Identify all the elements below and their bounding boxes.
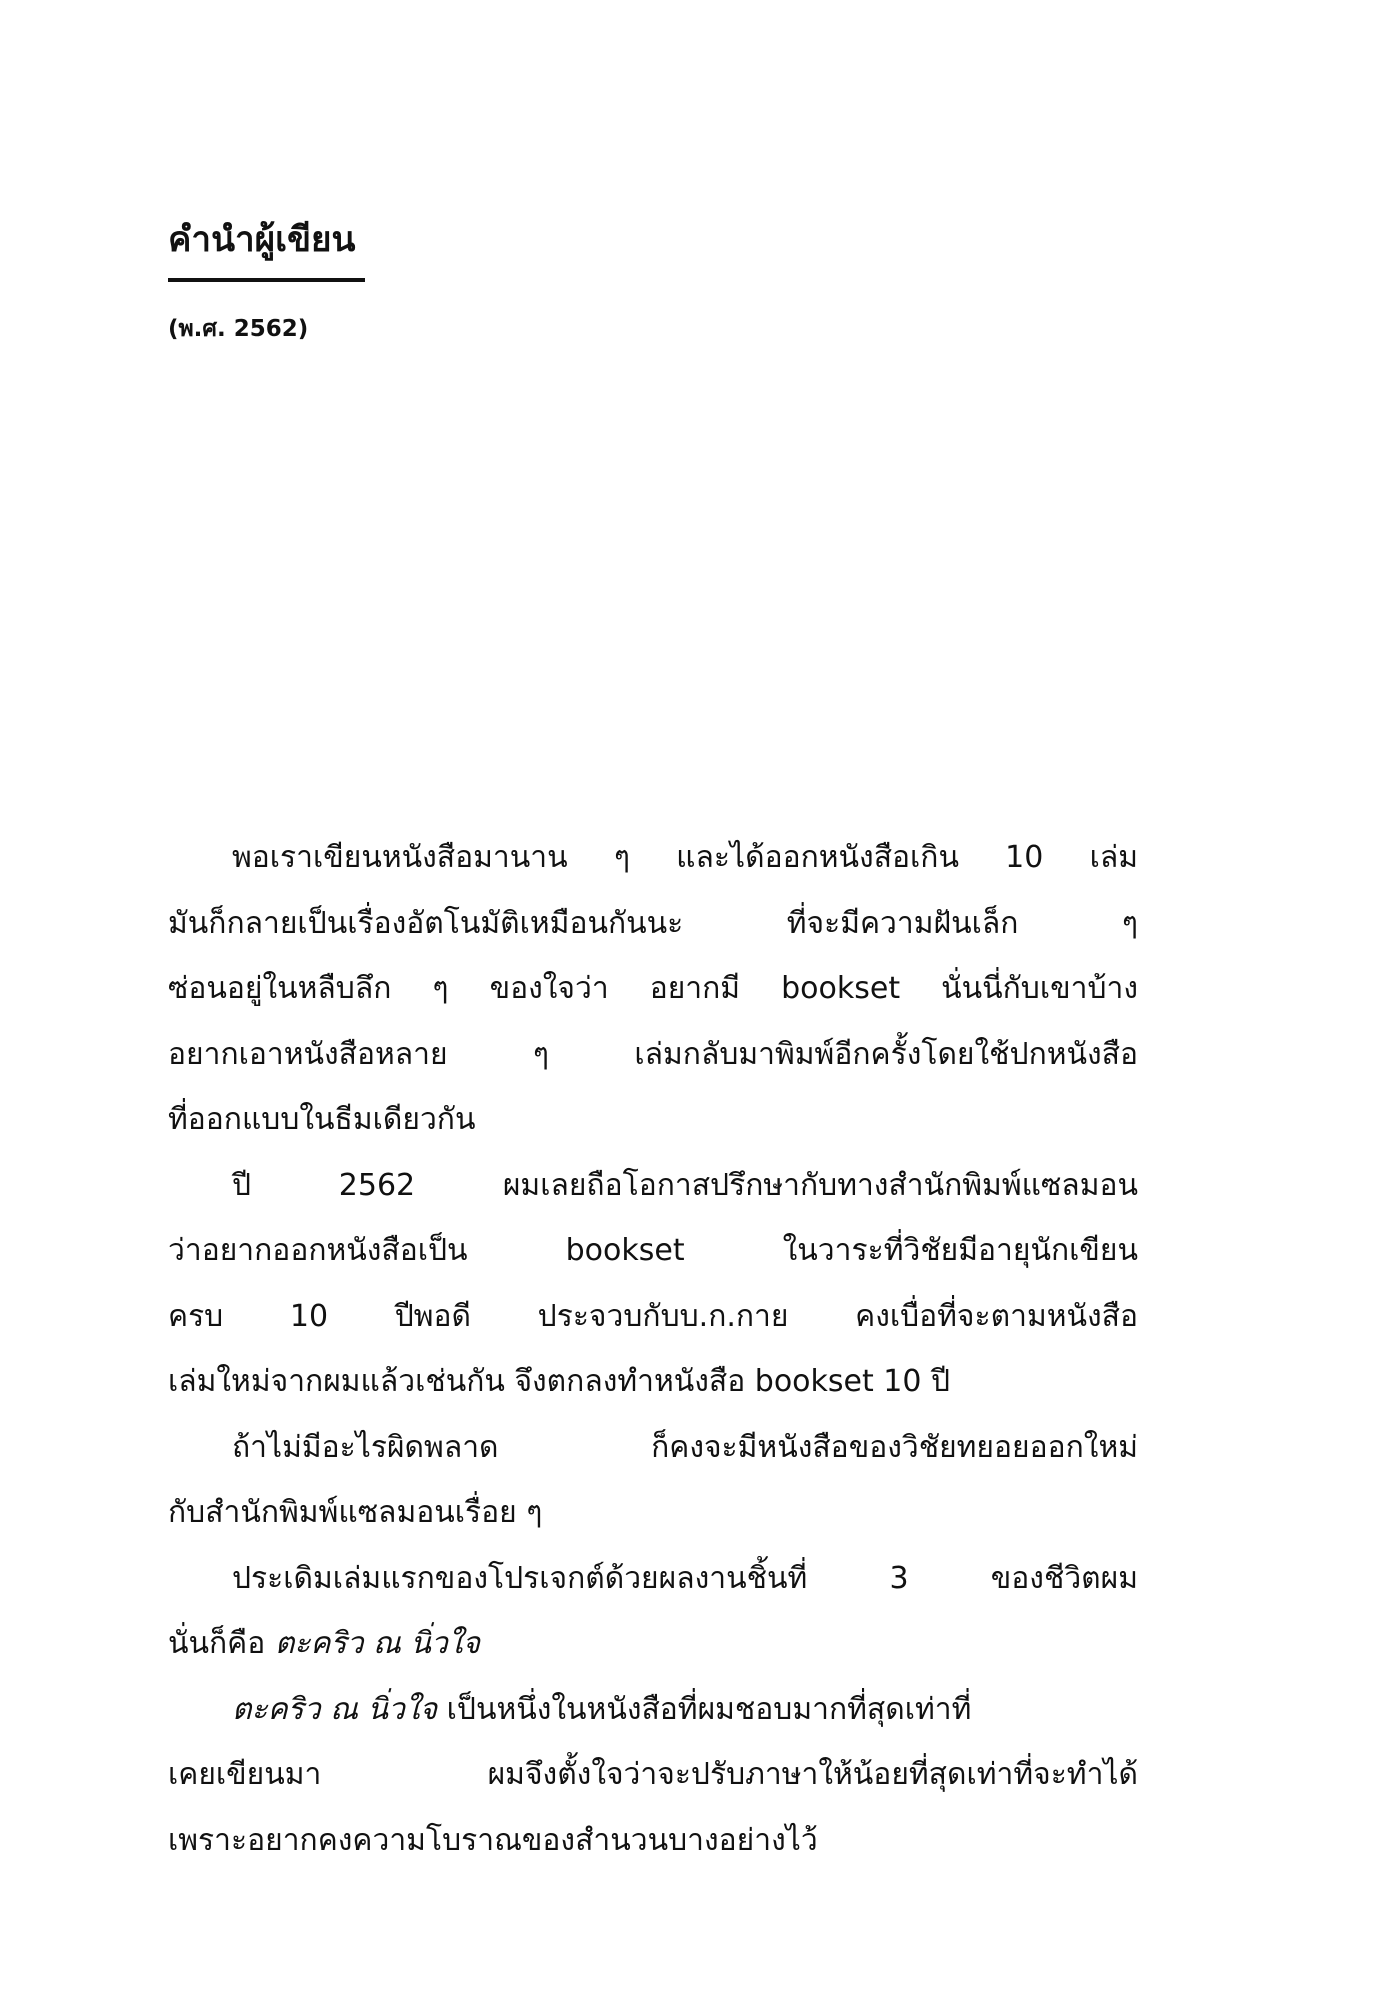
body-line: ถ้าไม่มีอะไรผิดพลาด ก็คงจะมีหนังสือของวิชัยทยอยออกใหม่	[232, 1429, 1138, 1465]
body-line: พอเราเขียนหนังสือมานาน ๆ และได้ออกหนังสือเกิน 10 เล่ม	[232, 840, 1138, 875]
book-title-italic: ตะคริว ณ นิ่วใจ	[274, 1626, 480, 1661]
body-line	[168, 1611, 1138, 1677]
book-title-italic: ตะคริว ณ นิ่วใจ	[232, 1691, 438, 1727]
body-line: ปี 2562 ผมเลยถือโอกาสปรึกษากับทางสำนักพิมพ์แซลมอน	[232, 1167, 1138, 1203]
body-line: ประเดิมเล่มแรกของโปรเจกต์ด้วยผลงานชิ้นที่ 3 ของชีวิตผม	[232, 1560, 1138, 1596]
body-line: เคยเขียนมา ผมจึงตั้งใจว่าจะปรับภาษาให้น้อยที่สุดเท่าที่จะทำได้	[168, 1757, 1138, 1792]
body-text	[168, 825, 1138, 1873]
body-text-run: นั่นก็คือ	[168, 1626, 275, 1661]
body-line: มันก็กลายเป็นเรื่องอัตโนมัติเหมือนกันนะ ที่จะมีความฝันเล็ก ๆ	[168, 905, 1138, 941]
year-subtitle: (พ.ศ. 2562)	[168, 316, 309, 342]
body-line	[168, 1677, 1138, 1743]
body-line: ว่าอยากออกหนังสือเป็น bookset ในวาระที่วิชัยมีอายุนักเขียน	[168, 1233, 1138, 1268]
body-line: ที่ออกแบบในธีมเดียวกัน	[168, 1102, 476, 1137]
body-text-run: เป็นหนึ่งในหนังสือที่ผมชอบมากที่สุดเท่าที่	[437, 1691, 972, 1727]
title-underline	[168, 278, 365, 282]
body-line: กับสำนักพิมพ์แซลมอนเรื่อย ๆ	[168, 1495, 543, 1530]
body-line: ครบ 10 ปีพอดี ประจวบกับบ.ก.กาย คงเบื่อที่จะตามหนังสือ	[168, 1298, 1138, 1334]
body-line: เพราะอยากคงความโบราณของสำนวนบางอย่างไว้	[168, 1822, 818, 1858]
body-line: ซ่อนอยู่ในหลืบลึก ๆ ของใจว่า อยากมี bookset นั่นนี่กับเขาบ้าง	[168, 971, 1138, 1006]
page-title: คำนำผู้เขียน	[168, 220, 356, 260]
body-line: เล่มใหม่จากผมแล้วเช่นกัน จึงตกลงทำหนังสือ bookset 10 ปี	[168, 1364, 951, 1399]
body-line: อยากเอาหนังสือหลาย ๆ เล่มกลับมาพิมพ์อีกครั้งโดยใช้ปกหนังสือ	[168, 1036, 1138, 1072]
